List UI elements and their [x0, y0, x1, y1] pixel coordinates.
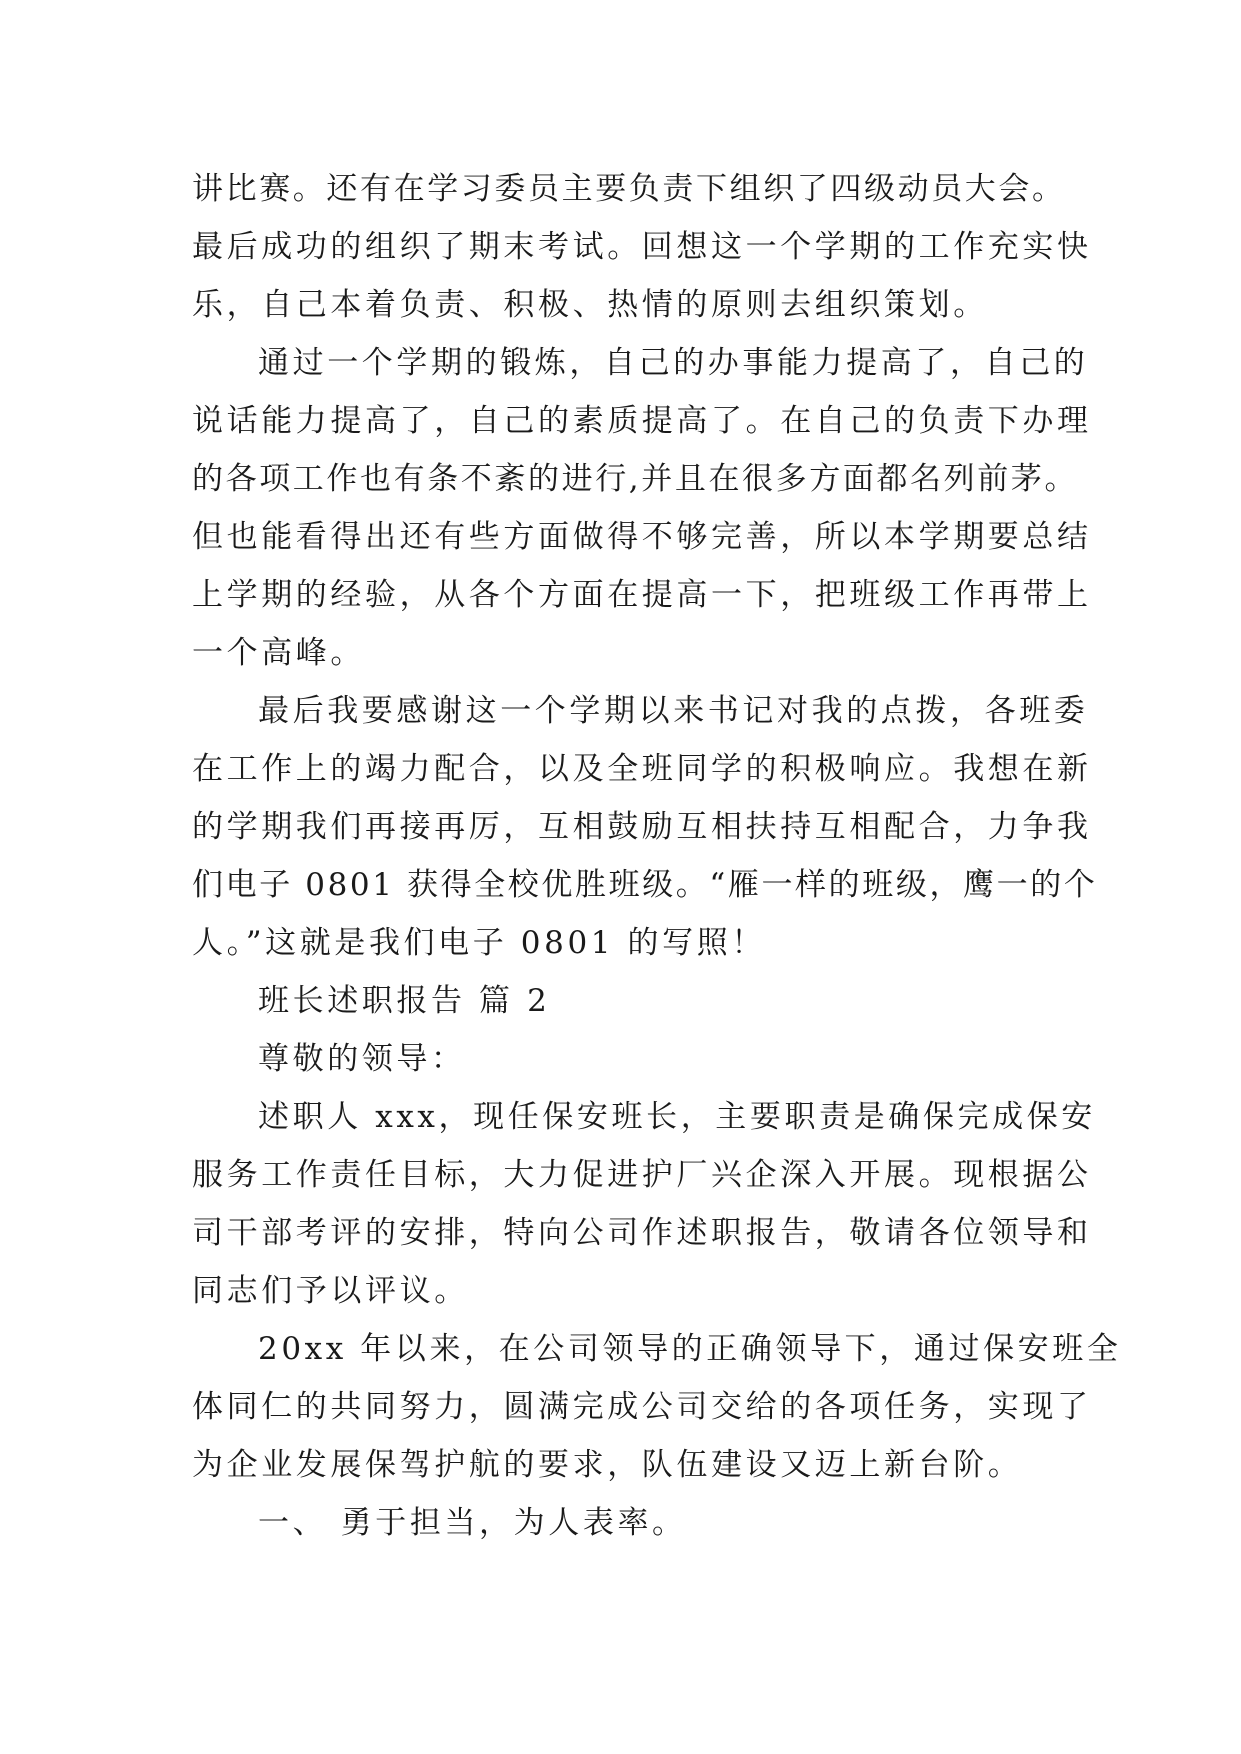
paragraph-line: 讲比赛。还有在学习委员主要负责下组织了四级动员大会。 [192, 171, 1066, 207]
paragraph-line: 们电子 0801 获得全校优胜班级。“雁一样的班级，鹰一的个 [192, 867, 1098, 903]
paragraph-line: 最后成功的组织了期末考试。回想这一个学期的工作充实快 [192, 229, 1092, 265]
paragraph-line: 但也能看得出还有些方面做得不够完善，所以本学期要总结 [192, 519, 1092, 555]
paragraph-line: 体同仁的共同努力，圆满完成公司交给的各项任务，实现了 [192, 1389, 1092, 1425]
paragraph-line: 为企业发展保驾护航的要求，队伍建设又迈上新台阶。 [192, 1447, 1023, 1483]
paragraph-line: 服务工作责任目标，大力促进护厂兴企深入开展。现根据公 [192, 1157, 1092, 1193]
section-heading: 班长述职报告 篇 2 [258, 983, 551, 1019]
list-heading: 一、 勇于担当，为人表率。 [258, 1505, 687, 1541]
paragraph-line: 在工作上的竭力配合，以及全班同学的积极响应。我想在新 [192, 751, 1092, 787]
paragraph-line: 乐，自己本着负责、积极、热情的原则去组织策划。 [192, 287, 988, 323]
paragraph-line: 最后我要感谢这一个学期以来书记对我的点拨，各班委 [258, 693, 1089, 729]
paragraph-line: 同志们予以评议。 [192, 1273, 469, 1309]
paragraph-line: 一个高峰。 [192, 635, 365, 671]
paragraph-line: 通过一个学期的锻炼，自己的办事能力提高了，自己的 [258, 345, 1089, 381]
paragraph-line: 述职人 xxx，现任保安班长，主要职责是确保完成保安 [258, 1099, 1096, 1135]
salutation: 尊敬的领导： [258, 1041, 466, 1077]
paragraph-line: 说话能力提高了，自己的素质提高了。在自己的负责下办理 [192, 403, 1092, 439]
paragraph-line: 司干部考评的安排，特向公司作述职报告，敬请各位领导和 [192, 1215, 1092, 1251]
paragraph-line: 20xx 年以来，在公司领导的正确领导下，通过保安班全 [258, 1331, 1122, 1367]
paragraph-line: 人。”这就是我们电子 0801 的写照！ [192, 925, 766, 961]
paragraph-line: 的学期我们再接再厉，互相鼓励互相扶持互相配合，力争我 [192, 809, 1092, 845]
paragraph-line: 的各项工作也有条不紊的进行,并且在很多方面都名列前茅。 [192, 461, 1079, 497]
paragraph-line: 上学期的经验，从各个方面在提高一下，把班级工作再带上 [192, 577, 1092, 613]
